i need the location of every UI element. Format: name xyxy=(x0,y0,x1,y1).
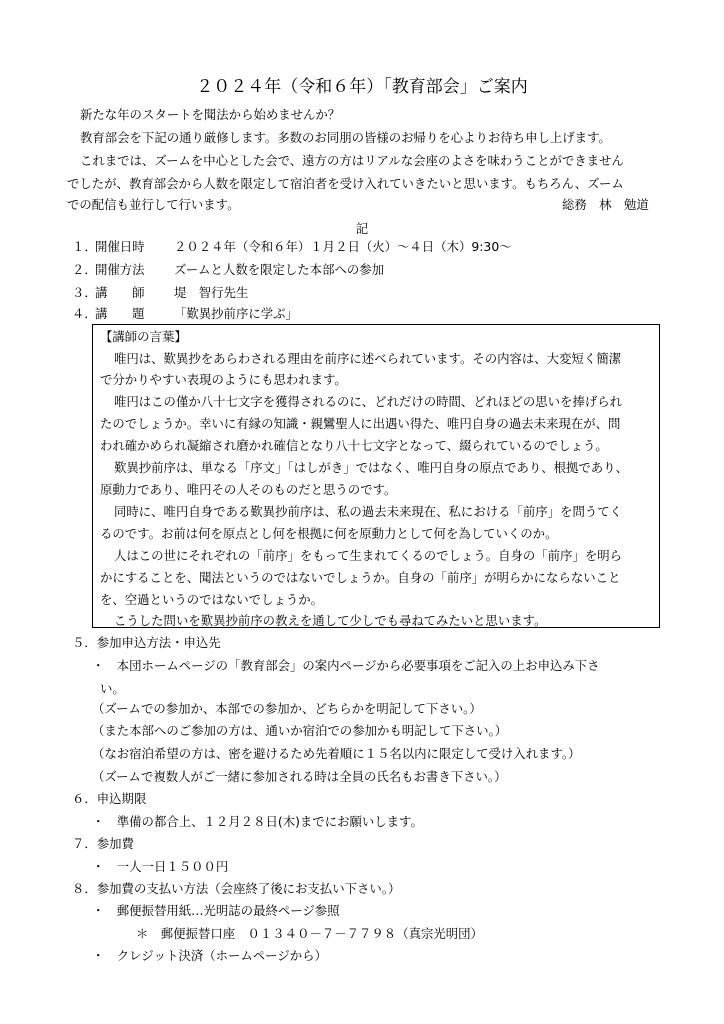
box-line: たのでしょうか。幸いに有縁の知識・親鸞聖人に出遇い得た、唯円自身の過去未来現在が、問 xyxy=(100,416,621,431)
section-5-line: （なお宿泊希望の方は、密を避けるため先着順に１５名以内に限定して受け入れます。） xyxy=(92,746,581,761)
signature: 総務 林 勉道 xyxy=(562,197,649,212)
section-6-heading: ６．申込期限 xyxy=(72,791,147,806)
item-4-label: 講 題 xyxy=(95,306,145,321)
section-8-line: ・ 郵便振替用紙…光明誌の最終ページ参照 xyxy=(92,903,340,918)
section-6-line: ・ 準備の都合上、１２月２８日(木)までにお願いします。 xyxy=(92,814,423,829)
section-5-line: い。 xyxy=(100,681,125,696)
box-heading: 【講師の言葉】 xyxy=(100,329,187,344)
intro-line-1: 新たな年のスタートを聞法から始めませんか？ xyxy=(80,107,341,122)
box-line: 唯円はこの僅か八十七文字を獲得されるのに、どれだけの時間、どれほどの思いを捧げられ xyxy=(114,394,623,409)
box-line: で分かりやすい表現のようにも思われます。 xyxy=(100,372,347,387)
section-8-line: ・ クレジット決済（ホームページから） xyxy=(92,948,327,963)
item-3-label: 講 師 xyxy=(95,285,145,300)
box-line: かにすることを、聞法というのではないでしょうか。自身の「前序」が明らかにならないこと xyxy=(100,570,621,585)
page-title: ２０２４年（令和６年）「教育部会」ご案内 xyxy=(196,77,528,97)
box-line: 原動力であり、唯円その人そのものだと思うのです。 xyxy=(100,482,397,497)
box-line: を、空過というのではないでしょうか。 xyxy=(100,592,324,607)
item-1-label: 開催日時 xyxy=(95,239,145,254)
item-3-number: ３． xyxy=(72,285,97,300)
intro-line-5: での配信も並行して行います。 xyxy=(67,197,240,212)
item-2-value: ズームと人数を限定した本部への参加 xyxy=(174,262,385,277)
item-4-number: ４． xyxy=(72,306,97,321)
box-line: われ確かめられ凝縮され磨かれ確信となり八十七文字となって、綴られているのでしょう。 xyxy=(100,438,608,453)
section-8-heading: ８．参加費の支払い方法（会座終了後にお支払い下さい。） xyxy=(72,881,401,896)
item-2-number: ２． xyxy=(72,262,97,277)
intro-line-2: 教育部会を下記の通り厳修します。多数のお同朋の皆様のお帰りを心よりお待ち申し上げます。 xyxy=(80,130,611,145)
item-2-label: 開催方法 xyxy=(95,262,145,277)
section-5-line: ・ 本団ホームページの「教育部会」の案内ページから必要事項をご記入の上お申込み下さ xyxy=(92,658,600,673)
section-8-line: ＊ 郵便振替口座 ０１３４０－７－７７９８（真宗光明団） xyxy=(136,926,483,941)
intro-line-4: でしたが、教育部会から人数を限定して宿泊者を受け入れていきたいと思います。もちろん、ズーム xyxy=(67,176,624,191)
section-7-line: ・ 一人一日１５００円 xyxy=(92,859,229,874)
section-5-heading: ５．参加申込方法・申込先 xyxy=(72,635,221,650)
box-line: 歎異抄前序は、単なる「序文」「はしがき」ではなく、唯円自身の原点であり、根拠であり、 xyxy=(114,460,628,475)
item-4-value: 「歎異抄前序に学ぶ」 xyxy=(174,306,298,321)
intro-line-3: これまでは、ズームを中心とした会で、遠方の方はリアルな会座のよさを味わうことができません xyxy=(80,153,624,168)
box-line: 人はこの世にそれぞれの「前序」をもって生まれてくるのでしょう。自身の「前序」を明ら xyxy=(114,548,623,563)
section-5-line: （ズームでの参加か、本部での参加か、どちらかを明記して下さい。） xyxy=(92,701,482,716)
section-5-line: （また本部へのご参加の方は、通いか宿泊での参加かも明記して下さい。） xyxy=(92,723,508,738)
item-1-number: １． xyxy=(72,239,97,254)
box-line: 唯円は、歎異抄をあらわされる理由を前序に述べられています。その内容は、大変短く簡潔 xyxy=(114,351,622,366)
box-line: るのです。お前は何を原点とし何を根拠に何を原動力として何を為していくのか。 xyxy=(100,526,558,541)
item-1-value: ２０２４年（令和６年）１月２日（火）～４日（木）9:30～ xyxy=(174,239,512,254)
item-3-value: 堤 智行先生 xyxy=(174,285,249,300)
ki-heading: 記 xyxy=(355,221,369,236)
box-line: 同時に、唯円自身である歎異抄前序は、私の過去未来現在、私における「前序」を問うてく xyxy=(114,504,623,519)
section-5-line: （ズームで複数人がご一緒に参加される時は全員の氏名もお書き下さい。） xyxy=(92,769,507,784)
box-line: こうした問いを歎異抄前序の教えを通して少しでも尋ねてみたいと思います。 xyxy=(114,613,547,628)
section-7-heading: ７．参加費 xyxy=(72,836,134,851)
